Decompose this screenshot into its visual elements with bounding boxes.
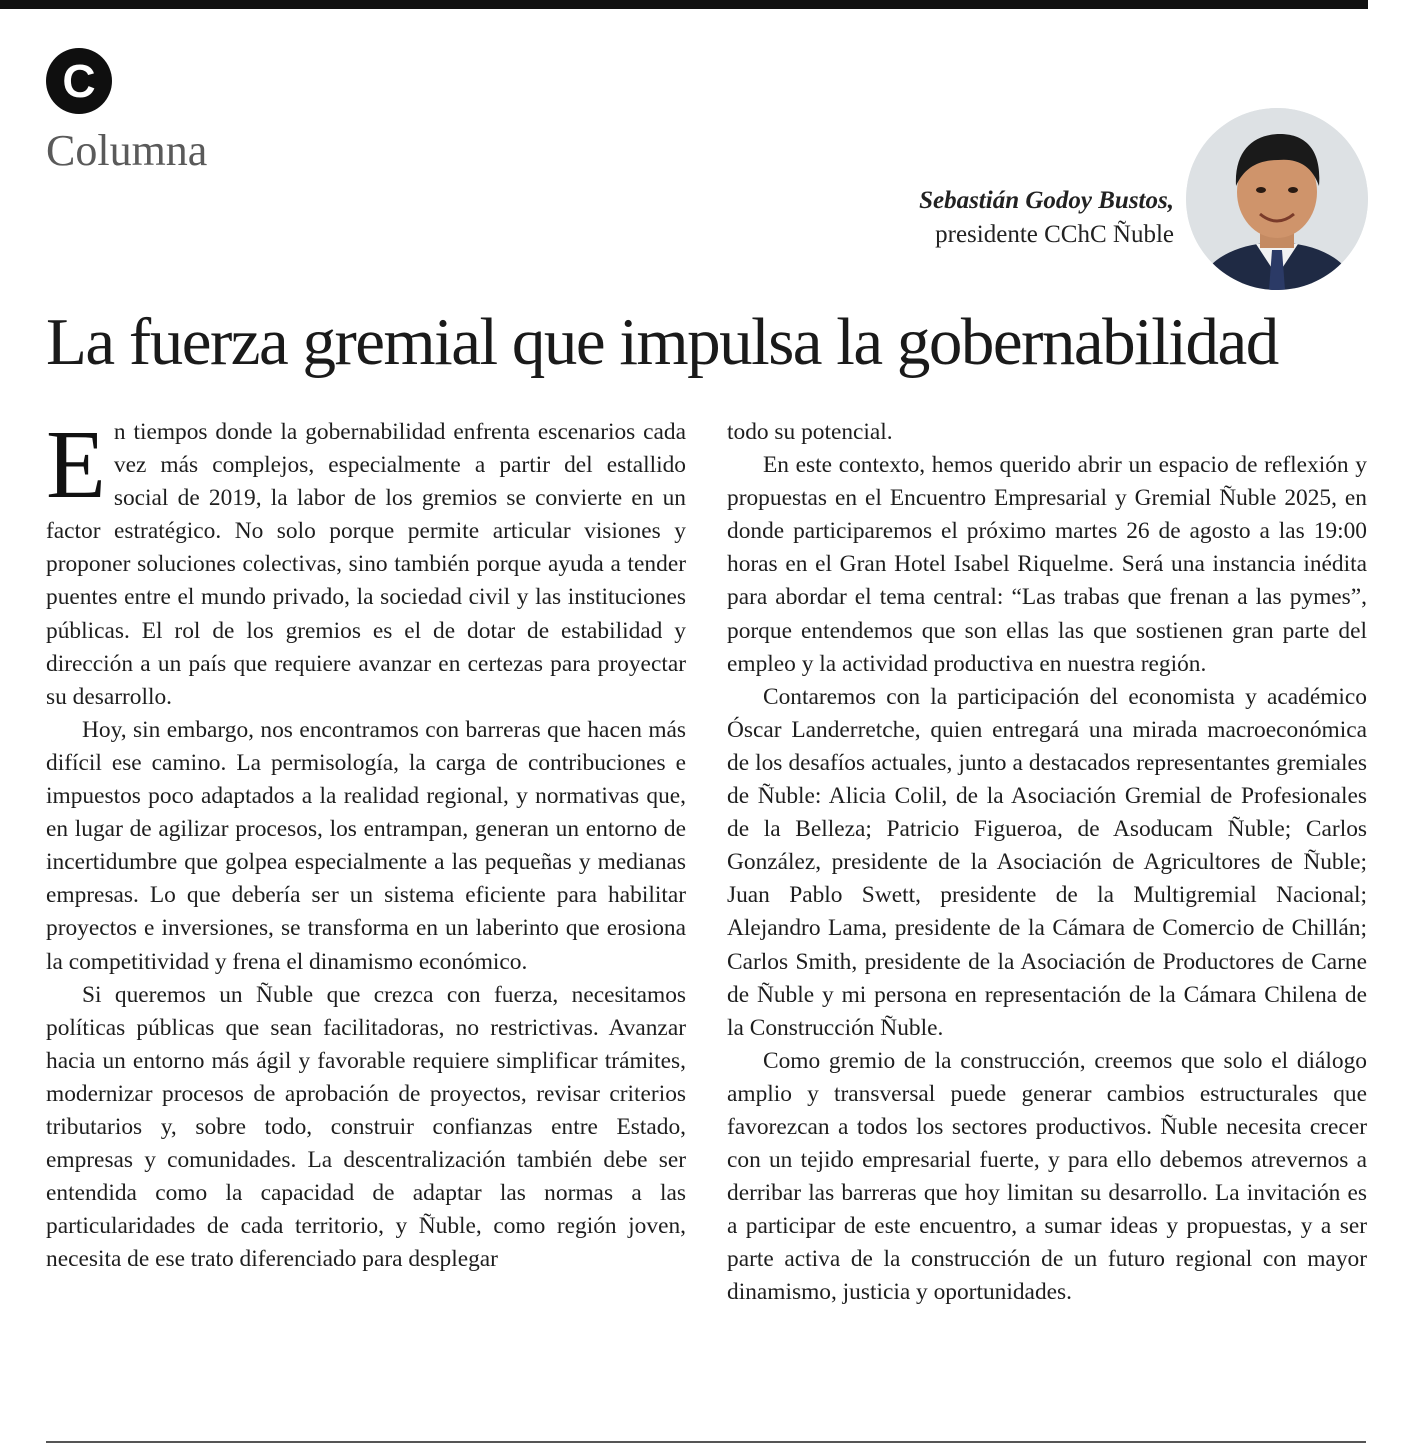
body-column-right <box>727 416 1367 1310</box>
author-byline <box>919 184 1174 252</box>
body-paragraph: Contaremos con la participación del economista y académico Óscar Landerretche, quien entregará una mirada macroeconómica de los desafíos actuales, junto a destacados representantes gremiales de Ñuble: Alicia Colil, de la Asociación Gremial de Profesionales de la Belleza; Patricio Figueroa, de Asoducam Ñuble; Carlos González, presidente de la Asociación de Agricultores de Ñuble; Juan Pablo Swett, presidente de la Multigremial Nacional; Alejandro Lama, presidente de la Cámara de Comercio de Chillán; Carlos Smith, presidente de la Asociación de Productores de Carne de Ñuble y mi persona en representación de la Cámara Chilena de la Construcción Ñuble. <box>727 683 1367 1041</box>
headline: La fuerza gremial que impulsa la gobernabilidad <box>46 305 1278 379</box>
author-photo <box>1186 108 1368 290</box>
drop-cap: E <box>46 411 106 519</box>
body-column-left <box>46 411 686 1276</box>
bottom-rule <box>46 1441 1366 1443</box>
body-paragraph-continuation: todo su potencial. <box>727 419 893 445</box>
top-rule <box>0 0 1368 9</box>
body-paragraph: Hoy, sin embargo, nos encontramos con barreras que hacen más difícil ese camino. La permisología, la carga de contribuciones e impuestos poco adaptados a la realidad regional, y normativas que, en lugar de agilizar procesos, los entrampan, generan un entorno de incertidumbre que golpea especialmente a las pequeñas y medianas empresas. Lo que debería ser un sistema eficiente para habilitar proyectos e inversiones, se transforma en un laberinto que erosiona la competitividad y frena el dinamismo económico. <box>46 716 686 975</box>
body-paragraph: Si queremos un Ñuble que crezca con fuerza, necesitamos políticas públicas que sean facilitadoras, no restrictivas. Avanzar hacia un entorno más ágil y favorable requiere simplificar trámites, modernizar procesos de aprobación de proyectos, revisar criterios tributarios y, sobre todo, construir confianzas entre Estado, empresas y comunidades. La descentralización también debe ser entendida como la capacidad de adaptar las normas a las particularidades de cada territorio, y Ñuble, como región joven, necesita de ese trato diferenciado para desplegar <box>46 981 686 1273</box>
section-label: Columna <box>46 126 208 175</box>
author-name: Sebastián Godoy Bustos, <box>919 187 1174 214</box>
author-role: presidente CChC Ñuble <box>935 221 1174 248</box>
author-portrait-icon <box>1186 108 1368 290</box>
body-paragraph: En este contexto, hemos querido abrir un espacio de reflexión y propuestas en el Encuentro Empresarial y Gremial Ñuble 2025, en donde participaremos el próximo martes 26 de agosto a las 19:00 horas en el Gran Hotel Isabel Riquelme. Será una instancia inédita para abordar el tema central: “Las trabas que frenan a las pymes”, porque entendemos que son ellas las que sostienen gran parte del empleo y la actividad productiva en nuestra región. <box>727 452 1367 677</box>
section-badge: C <box>46 48 112 114</box>
body-paragraph <box>46 411 686 714</box>
body-paragraph-text: n tiempos donde la gobernabilidad enfrenta escenarios cada vez más complejos, especialmente a partir del estallido social de 2019, la labor de los gremios se convierte en un factor estratégico. No solo porque permite articular visiones y proponer soluciones colectivas, sino también porque ayuda a tender puentes entre el mundo privado, la sociedad civil y las instituciones públicas. El rol de los gremios es el de dotar de estabilidad y dirección a un país que requiere avanzar en certezas para proyectar su desarrollo. <box>46 419 686 710</box>
body-paragraph: Como gremio de la construcción, creemos que solo el diálogo amplio y transversal puede generar cambios estructurales que favorezcan a todos los sectores productivos. Ñuble necesita crecer con un tejido empresarial fuerte, y para ello debemos atrevernos a derribar las barreras que hoy limitan su desarrollo. La invitación es a participar de este encuentro, a sumar ideas y propuestas, y a ser parte activa de la construcción de un futuro regional con mayor dinamismo, justicia y oportunidades. <box>727 1047 1367 1306</box>
